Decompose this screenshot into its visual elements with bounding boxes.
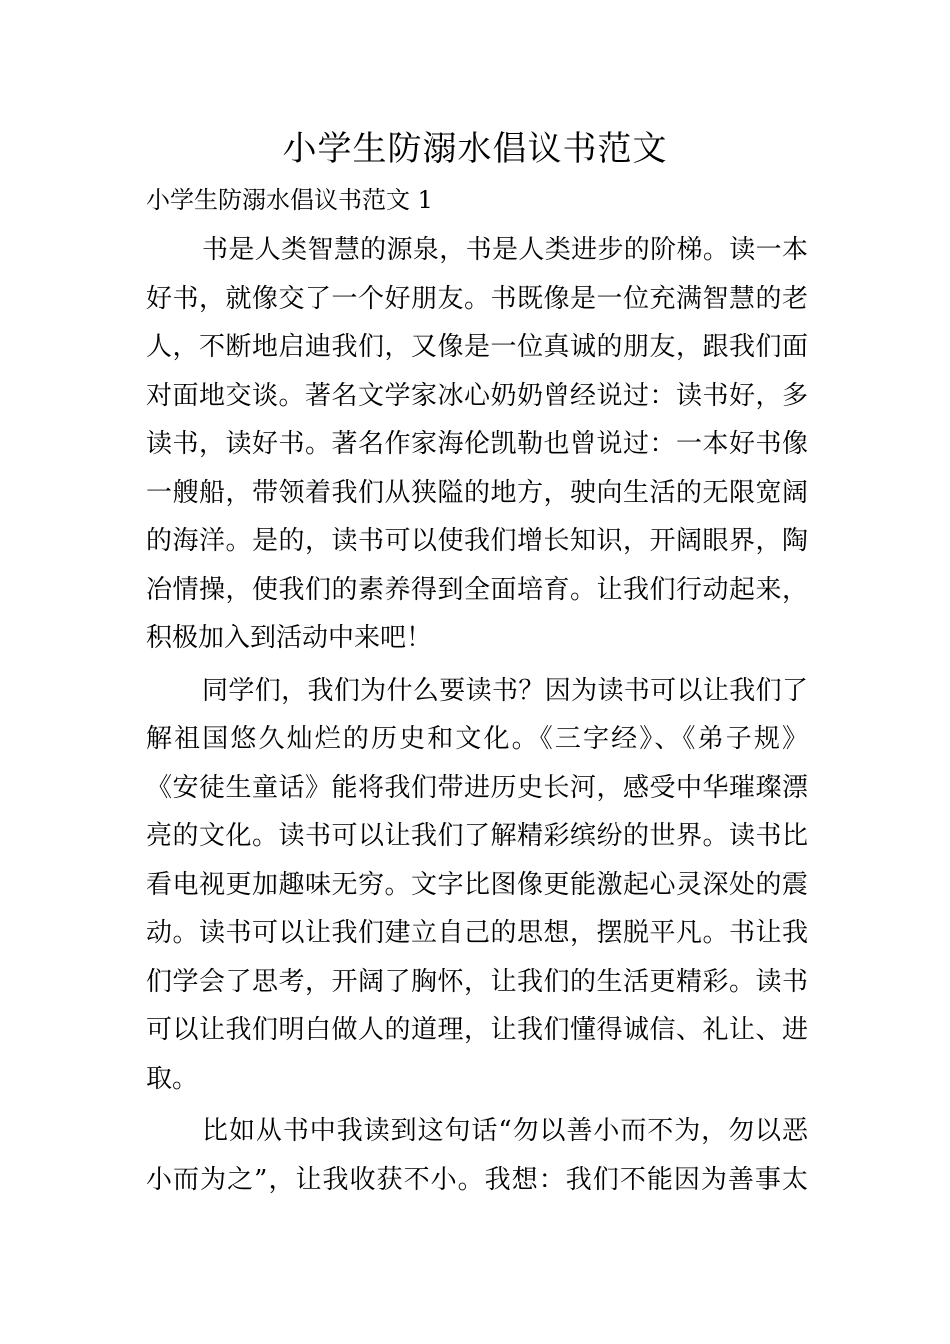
paragraph-3 [146, 1107, 808, 1204]
text-line: 冶情操，使我们的素养得到全面培育。让我们行动起来， [146, 574, 808, 605]
section-heading: 小学生防溺水倡议书范文 1 [146, 186, 433, 214]
text-line: 比如从书中我读到这句话“勿以善小而不为，勿以恶 [202, 1116, 808, 1146]
text-line: 亮的文化。读书可以让我们了解精彩缤纷的世界。读书比 [146, 821, 808, 851]
text-line: 好书，就像交了一个好朋友。书既像是一位充满智慧的老 [146, 283, 808, 314]
paragraph-1 [146, 226, 808, 663]
text-line: 小而为之”，让我收获不小。我想：我们不能因为善事太 [146, 1164, 808, 1195]
document-body [146, 226, 808, 1208]
text-line: 《安徒生童话》能将我们带进历史长河，感受中华璀璨漂 [146, 772, 808, 803]
text-line: 们学会了思考，开阔了胸怀，让我们的生活更精彩。读书 [146, 966, 808, 997]
text-line: 同学们，我们为什么要读书？因为读书可以让我们了 [202, 675, 808, 706]
text-line: 读书，读好书。著名作家海伦凯勒也曾说过：一本好书像 [146, 429, 808, 459]
text-line: 积极加入到活动中来吧！ [146, 623, 433, 653]
text-line: 取。 [146, 1063, 199, 1094]
text-line: 看电视更加趣味无穷。文字比图像更能激起心灵深处的震 [146, 869, 808, 900]
text-line: 的海洋。是的，读书可以使我们增长知识，开阔眼界，陶 [146, 526, 808, 556]
text-line: 书是人类智慧的源泉，书是人类进步的阶梯。读一本 [202, 235, 808, 265]
paragraph-2 [146, 667, 808, 1104]
text-line: 可以让我们明白做人的道理，让我们懂得诚信、礼让、进 [146, 1015, 808, 1045]
text-line: 一艘船，带领着我们从狭隘的地方，驶向生活的无限宽阔 [146, 477, 808, 508]
text-line: 动。读书可以让我们建立自己的思想，摆脱平凡。书让我 [146, 918, 808, 948]
document-title: 小学生防溺水倡议书范文 [282, 129, 668, 169]
text-line: 解祖国悠久灿烂的历史和文化。《三字经》、《弟子规》 [146, 724, 808, 754]
text-line: 对面地交谈。著名文学家冰心奶奶曾经说过：读书好，多 [146, 380, 808, 411]
text-line: 人，不断地启迪我们，又像是一位真诚的朋友，跟我们面 [146, 332, 808, 362]
